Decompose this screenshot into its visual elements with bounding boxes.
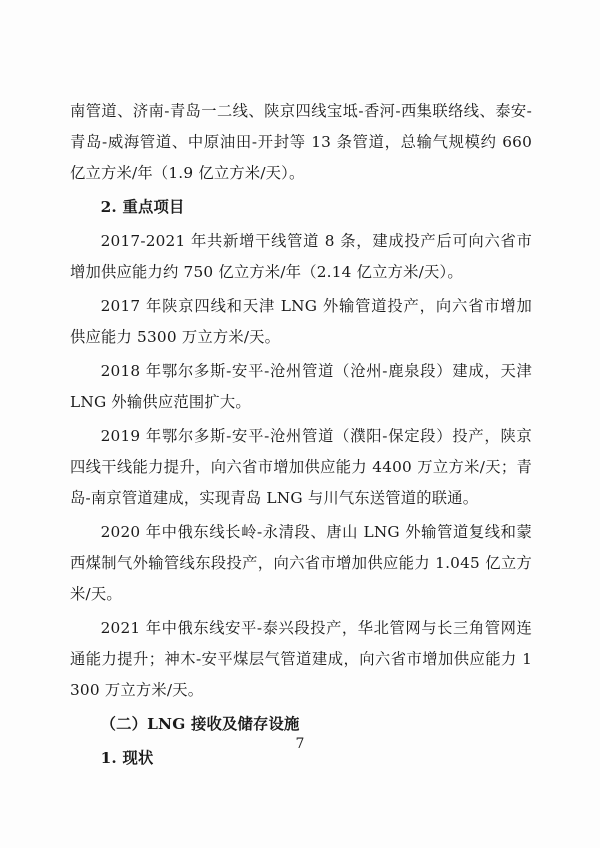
paragraph-2020: 2020 年中俄东线长岭-永清段、唐山 LNG 外输管道复线和蒙西煤制气外输管线东段投产，向六省市增加供应能力 1.045 亿立方米/天。 — [70, 523, 532, 603]
paragraph-2021: 2021 年中俄东线安平-泰兴段投产，华北管网与长三角管网连通能力提升；神木-安平煤层气管道建成，向六省市增加供应能力 1300 万立方米/天。 — [70, 619, 532, 699]
paragraph-2017: 2017 年陕京四线和天津 LNG 外输管道投产，向六省市增加供应能力 5300 万立方米/天。 — [70, 297, 532, 346]
paragraph-2017-2021-summary: 2017-2021 年共新增干线管道 8 条，建成投产后可向六省市增加供应能力约 750 亿立方米/年（2.14 亿立方米/天）。 — [70, 232, 532, 281]
heading-key-projects: 2. 重点项目 — [100, 198, 185, 216]
paragraph-2019: 2019 年鄂尔多斯-安平-沧州管道（濮阳-保定段）投产，陕京四线干线能力提升，向六省市增加供应能力 4400 万立方米/天；青岛-南京管道建成，实现青岛 LNG 与川气东送管道的联通。 — [70, 427, 532, 507]
paragraph-2018: 2018 年鄂尔多斯-安平-沧州管道（沧州-鹿泉段）建成，天津 LNG 外输供应范围扩大。 — [70, 362, 532, 411]
heading-status: 1. 现状 — [100, 749, 154, 767]
page-number: 7 — [295, 736, 305, 752]
body-text — [70, 96, 532, 774]
paragraph-pipelines-continued: 南管道、济南-青岛一二线、陕京四线宝坻-香河-西集联络线、泰安-青岛-威海管道、中原油田-开封等 13 条管道，总输气规模约 660 亿立方米/年（1.9 亿立方米/天）。 — [70, 102, 532, 182]
heading-lng-facilities: （二）LNG 接收及储存设施 — [100, 715, 300, 733]
